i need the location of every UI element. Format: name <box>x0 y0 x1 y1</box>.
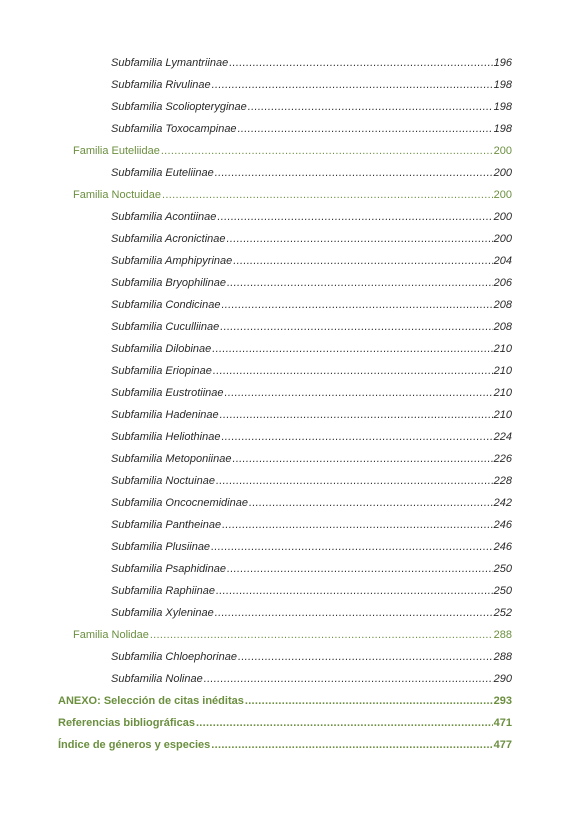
toc-entry[interactable] <box>0 514 512 536</box>
toc-entry[interactable] <box>0 162 512 184</box>
toc-entry-label: Subfamilia Dilobinae <box>111 343 212 355</box>
toc-entry[interactable] <box>0 492 512 514</box>
toc-entry-label: Subfamilia Chloephorinae <box>111 651 237 663</box>
dot-leader <box>216 580 493 602</box>
toc-entry-label: Subfamilia Pantheinae <box>111 519 222 531</box>
toc-entry[interactable] <box>0 624 512 646</box>
toc-entry-label: Subfamilia Scoliopteryginae <box>111 101 247 113</box>
toc-entry-page-number: 198 <box>493 79 512 91</box>
dot-leader <box>204 668 493 690</box>
toc-entry-label: Subfamilia Rivulinae <box>111 79 211 91</box>
toc-entry[interactable] <box>0 580 512 602</box>
toc-entry[interactable] <box>0 558 512 580</box>
dot-leader <box>220 404 493 426</box>
dot-leader <box>227 558 493 580</box>
dot-leader <box>238 646 493 668</box>
dot-leader <box>162 184 493 206</box>
toc-entry-label: Subfamilia Psaphidinae <box>111 563 226 575</box>
toc-entry-label: Subfamilia Noctuinae <box>111 475 215 487</box>
toc-entry-label: Índice de géneros y especies <box>58 739 211 751</box>
toc-entry-page-number: 477 <box>493 739 512 751</box>
toc-entry-page-number: 200 <box>493 145 512 157</box>
toc-entry[interactable] <box>0 690 512 712</box>
toc-entry-page-number: 471 <box>493 717 512 729</box>
toc-entry-label: ANEXO: Selección de citas inéditas <box>58 695 244 707</box>
dot-leader <box>229 52 492 74</box>
toc-entry-page-number: 210 <box>493 387 512 399</box>
toc-entry[interactable] <box>0 712 512 734</box>
toc-entry-page-number: 206 <box>493 277 512 289</box>
toc-entry[interactable] <box>0 184 512 206</box>
dot-leader <box>211 536 493 558</box>
dot-leader <box>225 382 493 404</box>
dot-leader <box>221 426 492 448</box>
toc-entry-label: Subfamilia Eustrotiinae <box>111 387 224 399</box>
toc-entry[interactable] <box>0 734 512 756</box>
toc-entry-page-number: 198 <box>493 101 512 113</box>
toc-entry-page-number: 204 <box>493 255 512 267</box>
dot-leader <box>221 294 492 316</box>
dot-leader <box>212 74 493 96</box>
toc-entry-page-number: 200 <box>493 211 512 223</box>
toc-entry-page-number: 210 <box>493 409 512 421</box>
dot-leader <box>150 624 493 646</box>
toc-entry[interactable] <box>0 206 512 228</box>
toc-entry-label: Familia Euteliidae <box>73 145 160 157</box>
toc-entry-label: Subfamilia Toxocampinae <box>111 123 237 135</box>
toc-entry-page-number: 250 <box>493 563 512 575</box>
dot-leader <box>220 316 492 338</box>
toc-entry[interactable] <box>0 250 512 272</box>
dot-leader <box>222 514 493 536</box>
toc-entry-page-number: 288 <box>493 651 512 663</box>
toc-entry-page-number: 250 <box>493 585 512 597</box>
dot-leader <box>161 140 493 162</box>
toc-entry-label: Subfamilia Heliothinae <box>111 431 221 443</box>
toc-entry[interactable] <box>0 646 512 668</box>
toc-entry[interactable] <box>0 404 512 426</box>
toc-entry[interactable] <box>0 536 512 558</box>
toc-entry-label: Subfamilia Amphipyrinae <box>111 255 233 267</box>
toc-entry[interactable] <box>0 294 512 316</box>
toc-entry[interactable] <box>0 52 512 74</box>
toc-entry-label: Subfamilia Acontiinae <box>111 211 217 223</box>
dot-leader <box>215 162 493 184</box>
dot-leader <box>213 360 493 382</box>
toc-entry[interactable] <box>0 74 512 96</box>
toc-entry[interactable] <box>0 470 512 492</box>
dot-leader <box>233 250 492 272</box>
toc-entry-label: Subfamilia Oncocnemidinae <box>111 497 248 509</box>
toc-entry-label: Familia Nolidae <box>73 629 149 641</box>
toc-entry-page-number: 228 <box>493 475 512 487</box>
toc-entry-page-number: 210 <box>493 365 512 377</box>
table-of-contents <box>0 52 573 756</box>
toc-entry-page-number: 208 <box>493 299 512 311</box>
toc-entry[interactable] <box>0 316 512 338</box>
toc-entry-label: Subfamilia Metoponiinae <box>111 453 232 465</box>
toc-entry-page-number: 196 <box>493 57 512 69</box>
toc-entry[interactable] <box>0 360 512 382</box>
toc-entry-page-number: 252 <box>493 607 512 619</box>
toc-entry-page-number: 200 <box>493 189 512 201</box>
toc-entry-page-number: 208 <box>493 321 512 333</box>
dot-leader <box>211 734 492 756</box>
dot-leader <box>249 492 493 514</box>
dot-leader <box>212 338 492 360</box>
toc-entry-label: Subfamilia Condicinae <box>111 299 221 311</box>
dot-leader <box>216 470 493 492</box>
toc-entry[interactable] <box>0 448 512 470</box>
dot-leader <box>196 712 493 734</box>
toc-entry-label: Subfamilia Acronictinae <box>111 233 226 245</box>
toc-entry-page-number: 210 <box>493 343 512 355</box>
dot-leader <box>232 448 492 470</box>
toc-entry-label: Subfamilia Plusiinae <box>111 541 211 553</box>
toc-entry-page-number: 200 <box>493 167 512 179</box>
toc-entry-page-number: 242 <box>493 497 512 509</box>
toc-entry-label: Familia Noctuidae <box>73 189 162 201</box>
toc-entry[interactable] <box>0 272 512 294</box>
toc-entry[interactable] <box>0 140 512 162</box>
toc-entry-page-number: 226 <box>493 453 512 465</box>
toc-entry-label: Subfamilia Lymantriinae <box>111 57 229 69</box>
toc-entry-page-number: 293 <box>493 695 512 707</box>
toc-entry-label: Subfamilia Raphiinae <box>111 585 215 597</box>
toc-entry[interactable] <box>0 338 512 360</box>
toc-entry-label: Subfamilia Euteliinae <box>111 167 214 179</box>
dot-leader <box>238 118 493 140</box>
toc-entry[interactable] <box>0 118 512 140</box>
toc-entry-label: Referencias bibliográficas <box>58 717 195 729</box>
toc-entry[interactable] <box>0 96 512 118</box>
toc-entry-label: Subfamilia Nolinae <box>111 673 203 685</box>
toc-entry[interactable] <box>0 426 512 448</box>
toc-entry-page-number: 288 <box>493 629 512 641</box>
toc-entry-page-number: 200 <box>493 233 512 245</box>
toc-entry-page-number: 290 <box>493 673 512 685</box>
dot-leader <box>215 602 493 624</box>
dot-leader <box>217 206 492 228</box>
toc-entry-label: Subfamilia Eriopinae <box>111 365 212 377</box>
toc-entry-label: Subfamilia Xyleninae <box>111 607 214 619</box>
toc-entry-label: Subfamilia Hadeninae <box>111 409 219 421</box>
toc-entry-page-number: 246 <box>493 541 512 553</box>
toc-entry[interactable] <box>0 668 512 690</box>
toc-entry[interactable] <box>0 228 512 250</box>
toc-entry-page-number: 246 <box>493 519 512 531</box>
dot-leader <box>248 96 493 118</box>
toc-entry-page-number: 198 <box>493 123 512 135</box>
toc-entry[interactable] <box>0 602 512 624</box>
dot-leader <box>227 272 493 294</box>
toc-entry[interactable] <box>0 382 512 404</box>
dot-leader <box>245 690 493 712</box>
toc-entry-page-number: 224 <box>493 431 512 443</box>
toc-entry-label: Subfamilia Bryophilinae <box>111 277 226 289</box>
toc-entry-label: Subfamilia Cuculliinae <box>111 321 220 333</box>
dot-leader <box>227 228 493 250</box>
